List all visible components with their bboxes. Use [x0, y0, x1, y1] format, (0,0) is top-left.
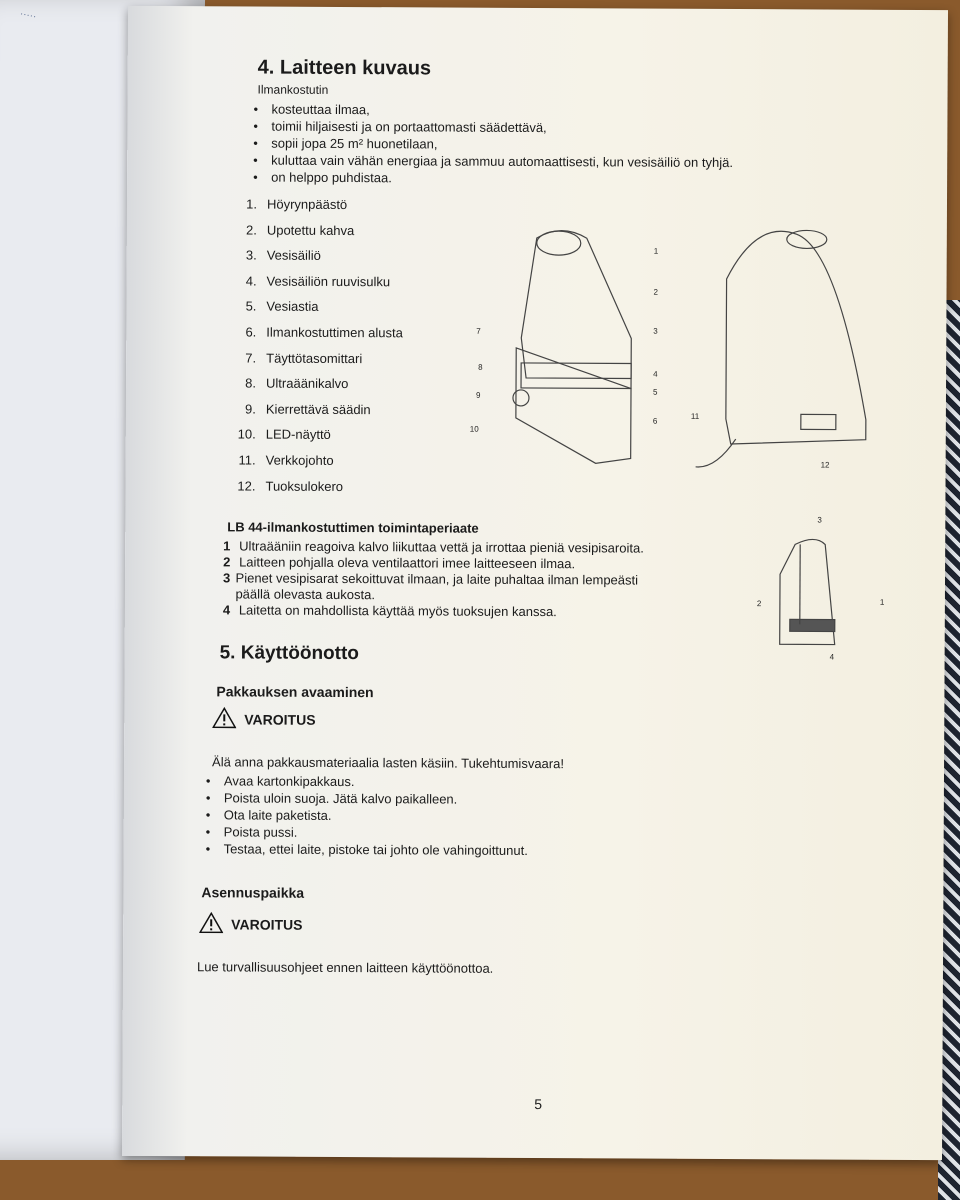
intro-text: Ilmankostutin: [257, 82, 329, 97]
principle-diagram-label: 1: [879, 597, 885, 607]
diagram-label: 5: [652, 387, 658, 397]
part-item: [227, 196, 487, 223]
diagram-label: 10: [469, 424, 479, 434]
unpack-step: • Poista uloin suoja. Jätä kalvo paikalleen.: [204, 789, 704, 809]
part-number: 1.: [246, 196, 258, 212]
diagram-label: 3: [653, 326, 658, 336]
part-item: [226, 401, 486, 428]
step-number: 2: [223, 554, 231, 570]
part-item: [227, 222, 487, 249]
warning-label: VAROITUS: [244, 710, 316, 728]
principle-diagram: [755, 514, 886, 665]
warning-triangle-icon: [199, 911, 223, 936]
part-label: LED-näyttö: [265, 426, 331, 443]
part-label: Höyrynpäästö: [266, 196, 348, 213]
part-label: Tuoksulokero: [265, 478, 344, 494]
diagram-label: 12: [820, 460, 830, 470]
part-item: [225, 478, 485, 505]
feature-item: • toimii hiljaisesti ja on portaattomasti säädettävä,: [251, 118, 811, 138]
part-item: [226, 324, 486, 351]
principle-diagram-label: 2: [756, 599, 762, 609]
step-text: Laitetta on mahdollista käyttää myös tuoksujen kanssa.: [238, 602, 557, 620]
part-item: [226, 299, 486, 326]
part-number: 11.: [238, 452, 256, 468]
unpack-step: • Testaa, ettei laite, pistoke tai johto ole vahingoittunut.: [204, 840, 704, 860]
part-number: 8.: [245, 375, 257, 391]
part-label: Upotettu kahva: [266, 222, 355, 238]
part-label: Kierrettävä säädin: [265, 401, 371, 417]
feature-item: • kuluttaa vain vähän energiaa ja sammuu automaattisesti, kun vesisäiliö on tyhjä.: [251, 152, 811, 172]
section-title-setup: 5. Käyttöönotto: [219, 642, 360, 665]
part-item: [226, 273, 486, 300]
unpack-steps: [204, 772, 704, 860]
unpack-step: • Avaa kartonkipakkaus.: [204, 772, 704, 792]
diagram-label: 4: [653, 369, 658, 379]
principle-diagram-label: 4: [829, 652, 835, 662]
part-number: 3.: [245, 247, 257, 263]
warning-1: [212, 706, 315, 732]
step-text: Laitteen pohjalla oleva ventilaattori imee laitteeseen ilmaa.: [239, 554, 576, 572]
part-label: Ilmankostuttimen alusta: [266, 324, 403, 341]
part-label: Ultraäänikalvo: [266, 375, 349, 392]
diagram-label: 6: [652, 416, 658, 426]
parts-list: [225, 196, 487, 504]
feature-item: • on helppo puhdistaa.: [251, 169, 811, 189]
step-number: 4: [222, 602, 231, 618]
part-label: Vesisäiliön ruuvisulku: [266, 273, 391, 290]
part-number: 9.: [245, 401, 256, 417]
device-diagram: [466, 218, 917, 480]
warning-2-text: Lue turvallisuusohjeet ennen laitteen käyttöönottoa.: [196, 959, 494, 976]
feature-list: [251, 101, 811, 189]
diagram-label: 1: [653, 246, 659, 256]
part-label: Verkkojohto: [265, 452, 334, 468]
manual-page: [122, 6, 948, 1160]
principle-title: LB 44-ilmankostuttimen toimintaperiaate: [227, 519, 479, 536]
principle-step: [223, 602, 663, 620]
section-title-description: 4. Laitteen kuvaus: [257, 56, 432, 80]
warning-triangle-icon: [212, 706, 236, 731]
diagram-label: 9: [475, 390, 481, 400]
feature-item: • sopii jopa 25 m² huonetilaan,: [251, 135, 811, 155]
part-item: [226, 452, 486, 479]
install-title: Asennuspaikka: [201, 884, 305, 901]
unpack-step: • Ota laite paketista.: [204, 806, 704, 826]
part-number: 10.: [237, 426, 256, 442]
part-number: 12.: [237, 477, 256, 494]
diagram-label: 11: [690, 411, 700, 421]
part-number: 7.: [245, 350, 257, 366]
part-item: [227, 248, 487, 275]
left-page-text: ·····: [18, 8, 38, 23]
warning-1-text: Älä anna pakkausmateriaalia lasten käsiin. Tukehtumisvaara!: [212, 754, 565, 772]
unpack-step: • Poista pussi.: [204, 823, 704, 843]
part-label: Vesisäiliö: [266, 247, 321, 264]
page-number: 5: [534, 1096, 543, 1113]
step-number: 1: [223, 538, 231, 554]
diagram-label: 8: [478, 362, 483, 372]
warning-label: VAROITUS: [231, 915, 303, 933]
part-number: 6.: [245, 324, 257, 340]
part-number: 2.: [245, 222, 257, 238]
part-label: Vesiastia: [266, 298, 319, 315]
part-item: [226, 424, 486, 454]
part-item: [226, 350, 486, 377]
principle-diagram-label: 3: [817, 515, 822, 525]
part-item: [226, 376, 486, 403]
step-text: Ultraääniin reagoiva kalvo liikuttaa vettä ja irrottaa pieniä vesipisaroita.: [239, 538, 644, 556]
feature-item: • kosteuttaa ilmaa,: [251, 101, 811, 121]
step-number: 3: [222, 570, 231, 586]
part-label: Täyttötasomittari: [266, 350, 363, 366]
principle-step: [223, 570, 663, 604]
diagram-label: 2: [653, 287, 659, 297]
part-number: 4.: [245, 273, 257, 289]
principle-list: [223, 538, 663, 620]
step-text: Pienet vesipisarat sekoittuvat ilmaan, ja laite puhaltaa ilman lempeästi päällä olevasta aukosta.: [235, 570, 639, 603]
unpack-title: Pakkauksen avaaminen: [216, 683, 374, 701]
diagram-label: 7: [476, 326, 481, 336]
part-number: 5.: [245, 298, 257, 314]
warning-2: [199, 911, 302, 937]
